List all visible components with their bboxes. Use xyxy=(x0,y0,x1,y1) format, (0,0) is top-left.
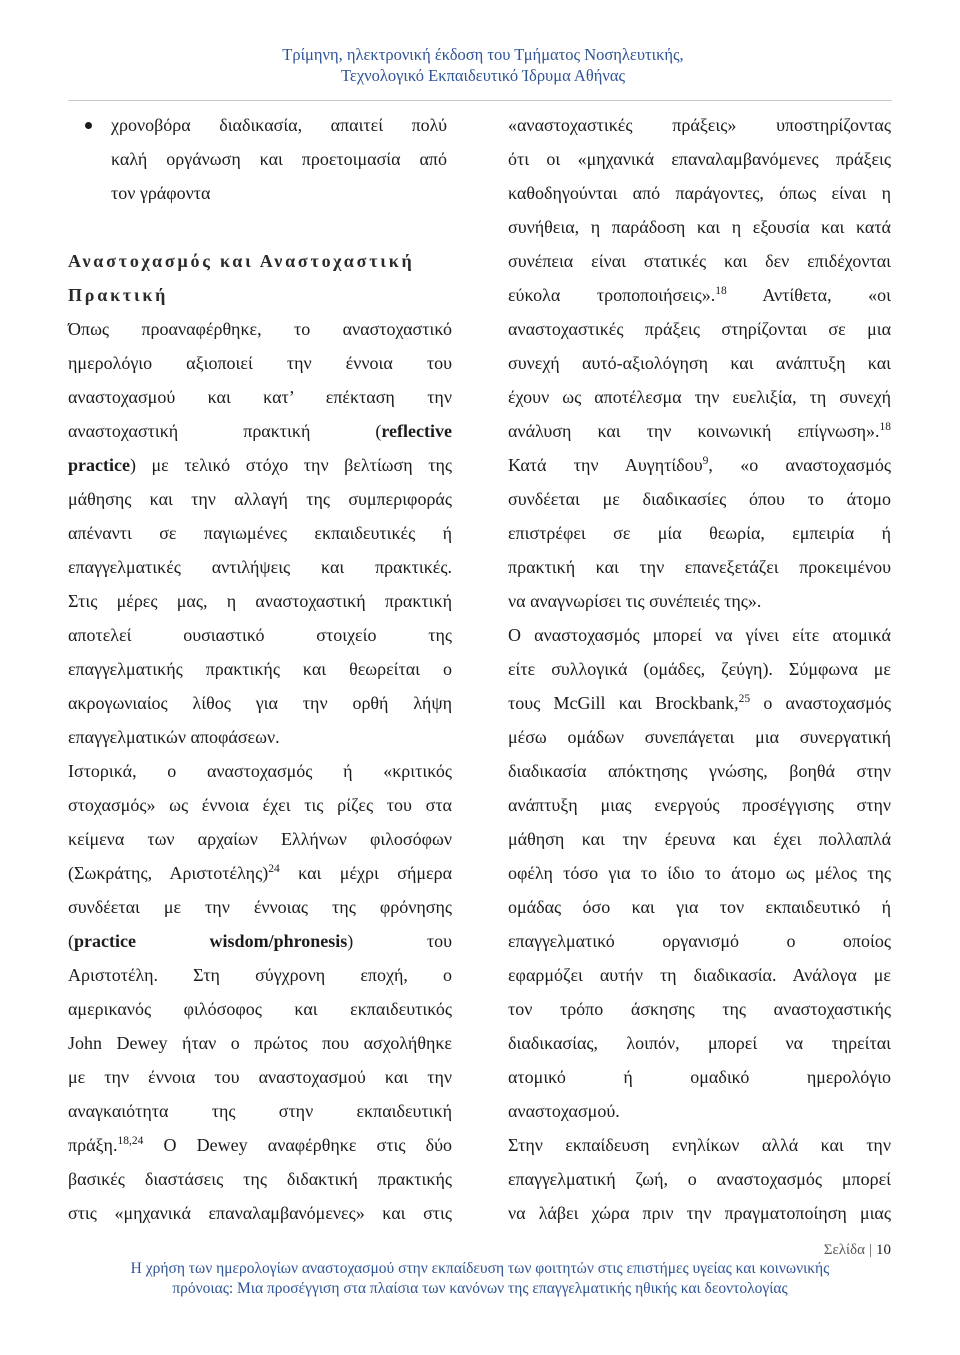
bold-term: practice xyxy=(68,455,130,475)
bullet-text xyxy=(111,108,447,210)
text-line: επαγγελματικό οργανισμό ο οποίος xyxy=(508,931,891,951)
text-line: μέσω ομάδων συνεπάγεται μια συνεργατική xyxy=(508,727,891,747)
text-line: είτε συλλογικά (ομάδες, ζεύγη). Σύμφωνα με xyxy=(508,659,891,679)
text-line: μάθησης και την αλλαγή της συμπεριφοράς xyxy=(68,489,452,509)
text-line: μάθηση και την έρευνα και έχει πολλαπλά xyxy=(508,829,891,849)
text-line: διαδικασίας, λοιπόν, μπορεί να τηρείται xyxy=(508,1033,891,1053)
text-line: τον τρόπο άσκησης της αναστοχαστικής xyxy=(508,999,891,1019)
text-line: επαγγελματικών αποφάσεων. xyxy=(68,727,280,747)
citation-superscript: 18,24 xyxy=(117,1135,144,1147)
text-segment: ) με τελικό στόχο την βελτίωση της xyxy=(129,455,452,475)
text-line xyxy=(508,414,891,448)
running-header xyxy=(0,44,960,86)
text-line: ανάπτυξη μιας ενεργούς προσέγγισης στην xyxy=(508,795,891,815)
section-heading xyxy=(68,244,452,312)
text-line: συνήθεια, η παράδοση και η εξουσία και κατά xyxy=(508,217,891,237)
text-line: ημερολόγιο αξιοποιεί την έννοια του xyxy=(68,353,452,373)
text-line: εφαρμόζει αυτήν τη διαδικασία. Ανάλογα με xyxy=(508,965,891,985)
text-line: Στην εκπαίδευση ενηλίκων αλλά και την xyxy=(508,1135,891,1155)
text-line: Αριστοτέλη. Στη σύγχρονη εποχή, ο xyxy=(68,965,452,985)
text-line: συνέπεια είναι στατικές και δεν επιδέχονται xyxy=(508,251,891,271)
text-line: αναστοχασμού. xyxy=(508,1101,620,1121)
page-number-label: Σελίδα xyxy=(823,1242,865,1258)
text-line: Όπως προαναφέρθηκε, το αναστοχαστικό xyxy=(68,319,452,339)
text-segment: Κατά την Αυγητίδου xyxy=(508,455,703,475)
text-line: διαδικασία απόκτησης γνώσης, βοηθά στην xyxy=(508,761,891,781)
text-line: συνδέεται με την έννοιας της φρόνησης xyxy=(68,897,452,917)
text-segment: ) του xyxy=(347,931,452,951)
bullet-icon xyxy=(85,122,92,129)
text-line: απέναντι σε παγιωμένες εκπαιδευτικές ή xyxy=(68,523,452,543)
section-heading-line-2: Πρακτική xyxy=(68,285,169,305)
text-line: χρονοβόρα διαδικασία, απαιτεί πολύ xyxy=(111,115,447,135)
text-line xyxy=(508,448,891,482)
page-number: 10 xyxy=(876,1242,891,1258)
text-segment: πράξη. xyxy=(68,1135,118,1155)
right-column-body xyxy=(508,108,891,1230)
text-line: συνεχή αυτό-αξιολόγηση και ανάπτυξη και xyxy=(508,353,891,373)
text-line: αναστοχασμού και κατ’ επέκταση την xyxy=(68,387,452,407)
text-line xyxy=(508,278,891,312)
text-line xyxy=(68,924,452,958)
blank-line xyxy=(68,210,452,244)
bold-term: practice wisdom/phronesis xyxy=(74,931,348,951)
text-segment: , «ο αναστοχασμός xyxy=(708,455,891,475)
text-line: ατομικό ή ομαδικό ημερολόγιο xyxy=(508,1067,891,1087)
text-line: Ιστορικά, ο αναστοχασμός ή «κριτικός xyxy=(68,761,452,781)
text-segment: Ο Dewey αναφέρθηκε στις δύο xyxy=(143,1135,452,1155)
bold-term: reflective xyxy=(381,421,452,441)
text-segment: ο αναστοχασμός xyxy=(750,693,891,713)
footer-title-line-1: Η χρήση των ημερολογίων αναστοχασμού στην εκπαίδευση των φοιτητών στις επιστήμες υγείας και κοινωνικής xyxy=(130,1260,830,1277)
text-segment: Αντίθετα, «οι xyxy=(726,285,891,305)
paragraph xyxy=(68,754,452,1230)
text-line: «αναστοχαστικές πράξεις» υποστηρίζοντας xyxy=(508,115,891,135)
text-segment: ( xyxy=(68,931,74,951)
text-line: συνδέεται με διαδικασίες όπου το άτομο xyxy=(508,489,891,509)
text-line: βασικές διαστάσεις της διδακτική πρακτικής xyxy=(68,1169,452,1189)
citation-superscript: 18 xyxy=(879,421,891,433)
text-line: επαγγελματική ζωή, ο αναστοχασμός μπορεί xyxy=(508,1169,891,1189)
text-line xyxy=(68,448,452,482)
text-segment: εύκολα τροποποιήσεις». xyxy=(508,285,716,305)
citation-superscript: 9 xyxy=(702,455,709,467)
text-line: επαγγελματικές αντιλήψεις και πρακτικές. xyxy=(68,557,452,577)
text-line: έχουν ως αποτέλεσμα την ευελιξία, τη συνεχή xyxy=(508,387,891,407)
text-line: ότι οι «μηχανικά επαναλαμβανόμενες πράξεις xyxy=(508,149,891,169)
section-heading-line-1: Αναστοχασμός και Αναστοχαστική xyxy=(68,251,415,271)
text-line: καθοδηγούνται από παράγοντες, όπως είναι η xyxy=(508,183,891,203)
text-line: με την έννοια του αναστοχασμού και την xyxy=(68,1067,452,1087)
text-segment: (Σωκράτης, Αριστοτέλης) xyxy=(68,863,269,883)
left-column-body xyxy=(68,312,452,1230)
text-line: ομάδας όσο και για τον εκπαιδευτικό ή xyxy=(508,897,891,917)
text-segment: αναστοχαστική πρακτική ( xyxy=(68,421,382,441)
text-line: αποτελεί ουσιαστικό στοιχείο της xyxy=(68,625,452,645)
footer-title xyxy=(0,1259,960,1299)
text-line: αμερικανός φιλόσοφος και εκπαιδευτικός xyxy=(68,999,452,1019)
text-line: αναστοχαστικές πράξεις στηρίζονται σε μια xyxy=(508,319,891,339)
text-segment: και μέχρι σήμερα xyxy=(279,863,452,883)
page-number-separator: | xyxy=(868,1242,872,1258)
left-column xyxy=(68,108,452,1230)
footer-title-line-2: πρόνοιας: Μια προσέγγιση στα πλαίσια των κανόνων της επαγγελματικής ηθικής και δεοντολογίας xyxy=(172,1280,788,1297)
text-line: τον γράφοντα xyxy=(111,183,211,203)
text-line: καλή οργάνωση και προετοιμασία από xyxy=(111,149,447,169)
right-column xyxy=(508,108,891,1230)
text-line xyxy=(508,686,891,720)
paragraph xyxy=(68,312,452,754)
text-line: John Dewey ήταν ο πρώτος που ασχολήθηκε xyxy=(68,1033,452,1053)
text-segment: τους McGill και Brockbank, xyxy=(508,693,739,713)
header-divider xyxy=(68,100,892,101)
text-line xyxy=(68,1128,452,1162)
header-institution-line: Τεχνολογικό Εκπαιδευτικό Ίδρυμα Αθήνας xyxy=(340,66,626,85)
text-line: ακρογωνιαίος λίθος για την ορθή λήψη xyxy=(68,693,452,713)
citation-superscript: 25 xyxy=(738,693,751,705)
citation-superscript: 18 xyxy=(715,285,727,297)
text-line: κείμενα των αρχαίων Ελλήνων φιλοσόφων xyxy=(68,829,452,849)
text-line: στοχασμός» ως έννοια έχει τις ρίζες του στα xyxy=(68,795,452,815)
paragraph xyxy=(508,1128,891,1230)
text-line: οφέλη τόσο για το ίδιο το άτομο ως μέλος της xyxy=(508,863,891,883)
header-journal-line: Τρίμηνη, ηλεκτρονική έκδοση του Τμήματος Νοσηλευτικής, xyxy=(282,45,684,64)
text-line: στις «μηχανικά επαναλαμβανόμενες» και στις xyxy=(68,1203,452,1223)
text-line: επαγγελματικής πρακτικής και θεωρείται ο xyxy=(68,659,452,679)
text-line: Ο αναστοχασμός μπορεί να γίνει είτε ατομικά xyxy=(508,625,891,645)
text-line: Στις μέρες μας, η αναστοχαστική πρακτική xyxy=(68,591,452,611)
text-line: πρακτική και την επανεξετάζει προκειμένου xyxy=(508,557,891,577)
text-line xyxy=(68,856,452,890)
paragraph xyxy=(508,108,891,618)
citation-superscript: 24 xyxy=(268,863,280,875)
page-number-block xyxy=(824,1240,891,1260)
text-line xyxy=(68,414,452,448)
bullet-item xyxy=(68,108,447,210)
paragraph xyxy=(508,618,891,1128)
text-line: να λάβει χώρα πριν την πραγματοποίηση μιας xyxy=(508,1203,891,1223)
text-segment: ανάλυση και την κοινωνική επίγνωση». xyxy=(508,421,880,441)
text-line: επιστρέφει σε μία θεωρία, εμπειρία ή xyxy=(508,523,891,543)
text-line: να αναγνωρίσει τις συνέπειές της». xyxy=(508,591,762,611)
text-line: αναγκαιότητα της στην εκπαιδευτική xyxy=(68,1101,452,1121)
